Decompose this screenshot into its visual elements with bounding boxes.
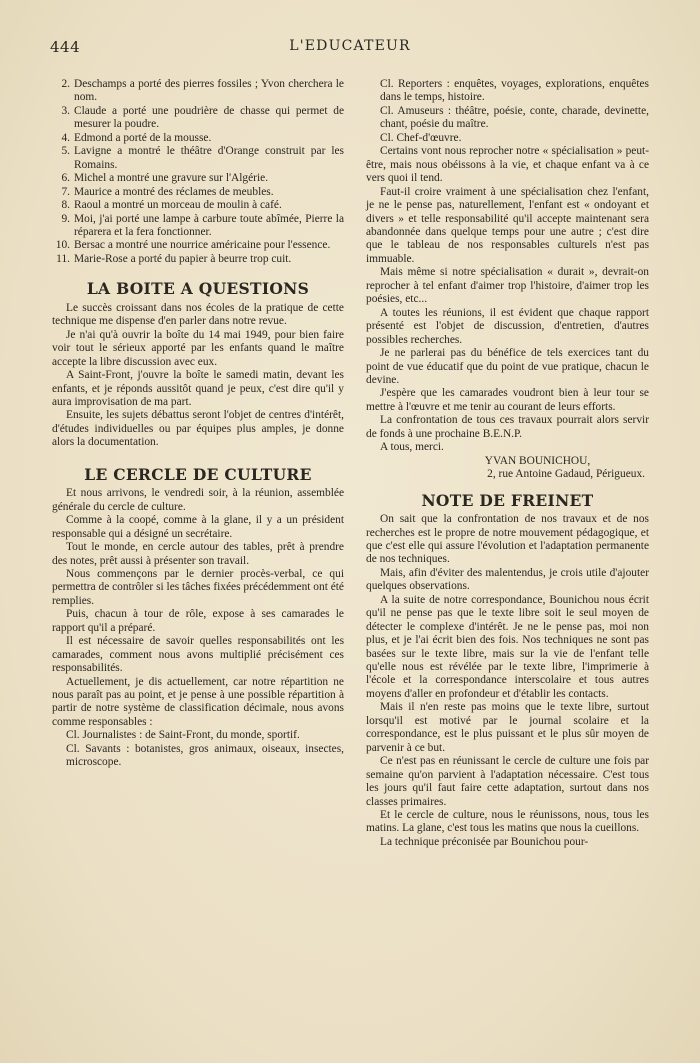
paragraph: Mais même si notre spécialisation « durait », devrait-on reprocher à tel enfant d'aimer trop l'histoire, d'aimer trop les poésies, etc... bbox=[366, 266, 649, 306]
class-entry: Cl. Amuseurs : théâtre, poésie, conte, charade, devinette, chant, poésie du maître. bbox=[380, 104, 649, 131]
paragraph: Puis, chacun à tour de rôle, expose à ses camarades le rapport qu'il a préparé. bbox=[52, 608, 344, 634]
paragraph: Certains vont nous reprocher notre « spécialisation » peut-être, mais nous obéissons à la vie, et chaque enfant va à ce vers quoi il tend. bbox=[366, 145, 649, 185]
list-item: 5. Lavigne a montré le théâtre d'Orange construit par les Romains. bbox=[61, 145, 344, 171]
right-column bbox=[366, 78, 649, 849]
paragraph: A la suite de notre correspondance, Bounichou nous écrit qu'il ne pense pas que le texte libre soit le seul moyen de détecter le complexe d'intérêt. Je ne le pense pas, moi non plus, et je l'ai écrit bien des fois. Nos techniques ne sont pas basées sur le texte libre, mais sur la vie de l'enfant telle qu'elle nous est révélée par le texte libre, l'imprimerie à l'école et la correspondance interscolaire et tous autres moyens d'aller en profondeur et d'établir les contacts. bbox=[366, 593, 649, 700]
paragraph: Je n'ai qu'à ouvrir la boîte du 14 mai 1949, pour bien faire voir tout le sérieux apporté par les enfants quand le maître accepte la libre discussion avec eux. bbox=[52, 328, 344, 368]
list-item: 4. Edmond a porté de la mousse. bbox=[61, 131, 212, 144]
page-header bbox=[50, 38, 650, 58]
journal-title: L'EDUCATEUR bbox=[289, 38, 411, 54]
section-title-boite: LA BOITE A QUESTIONS bbox=[86, 279, 310, 299]
paragraph: Mais il n'en reste pas moins que le texte libre, surtout lorsqu'il est motivé par le journal scolaire et la correspondance, est le plus puissant et le plus sûr moyen de parvenir à ce but. bbox=[366, 701, 649, 754]
list-item: 11. Marie-Rose a porté du papier à beurre trop cuit. bbox=[56, 252, 292, 265]
paragraph: Faut-il croire vraiment à une spécialisation chez l'enfant, je ne le pense pas, naturellement, l'enfant est « ondoyant et divers » et telle responsabilité qu'il accepte maintenant sera abandonnée dans quelque temps pour une autre ; c'est dire que le tableau de nos responsables culturels n'est pas immuable. bbox=[366, 185, 649, 265]
class-entry: Cl. Reporters : enquêtes, voyages, explorations, enquêtes dans le temps, histoire. bbox=[380, 78, 649, 104]
section-title-freinet: NOTE DE FREINET bbox=[421, 490, 594, 510]
paragraph: Il est nécessaire de savoir quelles responsabilités ont les camarades, comment nous avons multiplié précisément ces responsabilités. bbox=[52, 635, 344, 675]
class-entry: Cl. Journalistes : de Saint-Front, du monde, sportif. bbox=[66, 729, 300, 742]
section-title-cercle: LE CERCLE DE CULTURE bbox=[84, 464, 312, 484]
paragraph: Je ne parlerai pas du bénéfice de tels exercices tant du point de vue éducatif que du point de vue pratique, chacun le devine. bbox=[366, 347, 649, 386]
paragraph: Le succès croissant dans nos écoles de la pratique de cette technique me dispense d'en parler dans notre revue. bbox=[52, 301, 344, 328]
list-item: 8. Raoul a montré un morceau de moulin à café. bbox=[61, 199, 282, 212]
numbered-list bbox=[52, 78, 344, 266]
list-item: 10. Bersac a montré une nourrice américaine pour l'essence. bbox=[55, 239, 331, 252]
list-item: 2. Deschamps a porté des pierres fossiles ; Yvon cherchera le nom. bbox=[61, 78, 344, 104]
paragraph: Actuellement, je dis actuellement, car notre répartition ne nous paraît pas au point, et je pense à une possible répartition à partir de notre système de classification décimale, nous avons comme responsables : bbox=[52, 675, 344, 728]
list-item: 3. Claude a porté une poudrière de chasse qui permet de mesurer la poudre. bbox=[61, 104, 344, 131]
paragraph: A Saint-Front, j'ouvre la boîte le samedi matin, devant les enfants, et je réponds aussitôt quand je peux, c'est dire qu'il y aura improvisation de ma part. bbox=[52, 369, 344, 408]
list-item: 9. Moi, j'ai porté une lampe à carbure toute abîmée, Pierre la réparera et la fera fonctionner. bbox=[61, 212, 344, 238]
paragraph: Et le cercle de culture, nous le réunissons, nous, tous les matins. La glane, c'est tous les matins que nous la cueillons. bbox=[366, 809, 649, 835]
closing-line: A tous, merci. bbox=[380, 441, 444, 454]
page-number: 444 bbox=[50, 38, 81, 56]
paragraph: A toutes les réunions, il est évident que chaque rapport présenté est l'objet de discussion, d'entretien, d'autres possibles recherches. bbox=[366, 306, 649, 346]
list-item: 6. Michel a montré une gravure sur l'Algérie. bbox=[61, 172, 269, 185]
list-item: 7. Maurice a montré des réclames de meubles. bbox=[61, 185, 274, 198]
paragraph: Ensuite, les sujets débattus seront l'objet de centres d'intérêt, d'études individuelles ou par équipes plus amples, je donne alors la documentation. bbox=[52, 409, 344, 449]
paragraph: La confrontation de tous ces travaux pourrait alors servir de fonds à une prochaine B.E.N.P. bbox=[366, 414, 649, 440]
paragraph: Et nous arrivons, le vendredi soir, à la réunion, assemblée générale du cercle de culture. bbox=[52, 487, 344, 513]
paragraph: J'espère que les camarades voudront bien à leur tour se mettre à l'œuvre et me tenir au courant de leurs efforts. bbox=[366, 387, 649, 413]
paragraph: Comme à la coopé, comme à la glane, il y a un président responsable qui a désigné un secrétaire. bbox=[52, 514, 344, 540]
left-column bbox=[52, 78, 344, 770]
paragraph: Tout le monde, en cercle autour des tables, prêt à prendre des notes, prêt aussi à présenter son travail. bbox=[52, 541, 344, 567]
paragraph: Mais, afin d'éviter des malentendus, je crois utile d'ajouter quelques observations. bbox=[366, 566, 649, 593]
paragraph: Nous commençons par le dernier procès-verbal, ce qui permettra de contrôler si les tâches fixées précédemment ont été remplies. bbox=[52, 567, 344, 607]
class-entry: Cl. Savants : botanistes, gros animaux, oiseaux, insectes, microscope. bbox=[66, 742, 344, 769]
signature-address: 2, rue Antoine Gadaud, Périgueux. bbox=[487, 468, 645, 481]
paragraph: Ce n'est pas en réunissant le cercle de culture une fois par semaine qu'on parvient à l'adaptation nécessaire. C'est tous les jours qu'il faut faire cette adaptation, surtout dans nos classes primaires. bbox=[366, 755, 649, 808]
paragraph: On sait que la confrontation de nos travaux et de nos recherches est le propre de notre mouvement pédagogique, et que c'est elle qui assure l'évolution et l'adaptation permanente de nos techniques. bbox=[366, 513, 649, 566]
paragraph: La technique préconisée par Bounichou pour- bbox=[380, 835, 589, 848]
class-entry: Cl. Chef-d'œuvre. bbox=[380, 131, 462, 144]
signature-name: YVAN BOUNICHOU, bbox=[484, 454, 591, 467]
